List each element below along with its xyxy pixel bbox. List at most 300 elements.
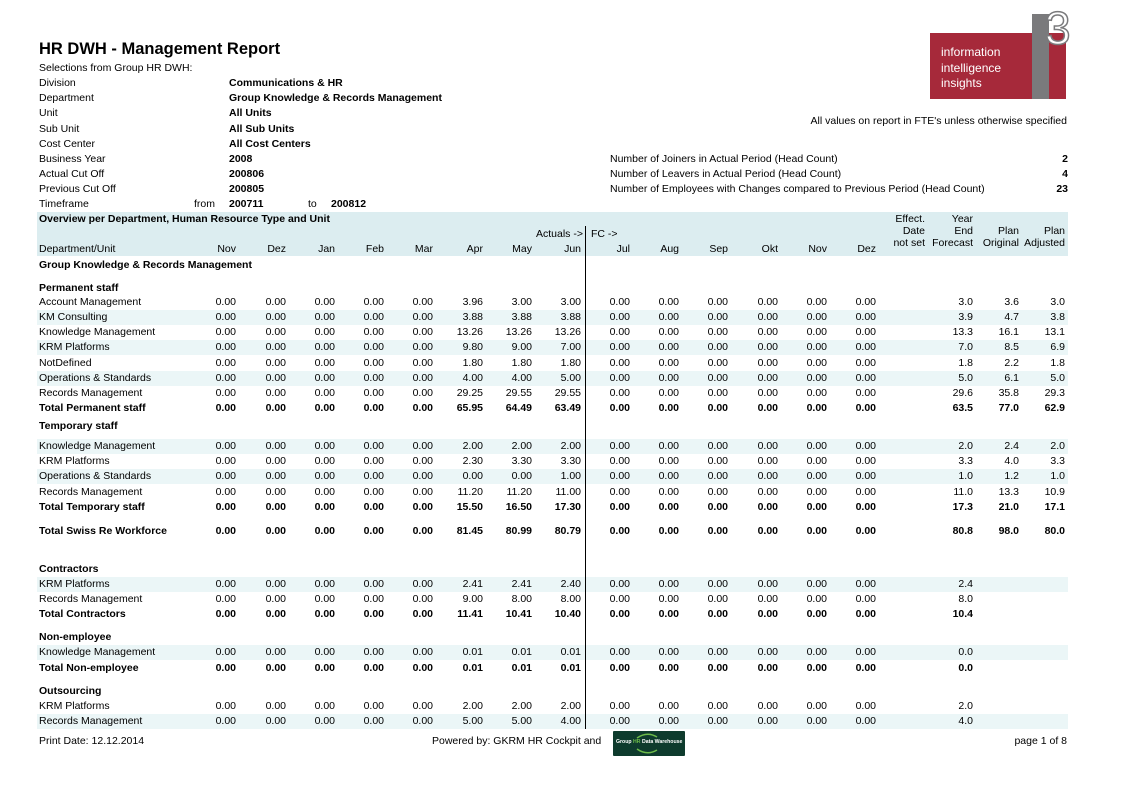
month-value-cell: 0.00: [609, 646, 630, 658]
month-value-cell: 0.00: [609, 372, 630, 384]
summary-value-cell: 6.1: [1004, 372, 1019, 384]
month-value-cell: 2.40: [560, 578, 581, 590]
month-value-cell: 0.00: [806, 326, 827, 338]
month-value-cell: 0.00: [215, 486, 236, 498]
month-value-cell: 0.00: [757, 341, 778, 353]
month-value-cell: 0.00: [314, 357, 335, 369]
month-value-cell: 0.00: [412, 470, 433, 482]
month-value-cell: 0.00: [215, 402, 236, 414]
logo-line: insights: [941, 76, 982, 90]
month-value-cell: 9.00: [462, 593, 483, 605]
month-value-cell: 63.49: [554, 402, 581, 414]
badge-text-part: Group: [616, 739, 634, 745]
row-label: Records Management: [39, 593, 143, 605]
month-value-cell: 0.00: [265, 341, 286, 353]
month-value-cell: 0.00: [855, 455, 876, 467]
month-value-cell: 0.00: [609, 387, 630, 399]
month-value-cell: 0.00: [806, 470, 827, 482]
table-row: [37, 310, 1068, 325]
month-value-cell: 0.00: [855, 440, 876, 452]
month-value-cell: 0.00: [707, 311, 728, 323]
month-value-cell: 0.00: [314, 646, 335, 658]
selection-value: All Units: [229, 107, 272, 120]
month-value-cell: 0.00: [707, 326, 728, 338]
timeframe-to-label: to: [308, 198, 317, 210]
month-value-cell: 0.00: [609, 296, 630, 308]
selection-label: Division: [39, 77, 76, 89]
summary-value-cell: 2.4: [958, 578, 973, 590]
month-value-cell: 5.00: [511, 715, 532, 727]
month-value-cell: 0.00: [609, 578, 630, 590]
summary-value-cell: 29.3: [1044, 387, 1065, 399]
month-value-cell: 0.00: [265, 440, 286, 452]
summary-value-cell: 2.0: [958, 700, 973, 712]
month-value-cell: 0.00: [855, 608, 876, 620]
row-label: NotDefined: [39, 357, 92, 369]
month-value-cell: 0.00: [314, 455, 335, 467]
month-value-cell: 0.00: [707, 486, 728, 498]
month-value-cell: 1.80: [462, 357, 483, 369]
month-value-cell: 3.88: [462, 311, 483, 323]
month-value-cell: 0.00: [806, 608, 827, 620]
month-value-cell: 7.00: [560, 341, 581, 353]
section-header-row: [37, 630, 1068, 645]
month-value-cell: 0.00: [658, 662, 679, 674]
summary-value-cell: 80.0: [1044, 525, 1065, 537]
month-value-cell: 0.00: [855, 296, 876, 308]
month-value-cell: 80.99: [505, 525, 532, 537]
month-value-cell: 0.00: [363, 311, 384, 323]
month-value-cell: 0.00: [363, 402, 384, 414]
month-value-cell: 0.00: [412, 311, 433, 323]
month-value-cell: 5.00: [462, 715, 483, 727]
summary-value-cell: 2.4: [1004, 440, 1019, 452]
month-value-cell: 0.00: [314, 470, 335, 482]
page-number: page 1 of 8: [1014, 735, 1067, 747]
month-value-cell: 0.00: [806, 372, 827, 384]
month-value-cell: 0.00: [855, 311, 876, 323]
month-value-cell: 0.00: [757, 402, 778, 414]
summary-value-cell: 7.0: [958, 341, 973, 353]
month-value-cell: 0.00: [855, 486, 876, 498]
column-header-extra: Forecast: [932, 237, 973, 249]
forecast-marker: FC ->: [591, 228, 618, 240]
selection-value: Communications & HR: [229, 77, 343, 89]
month-value-cell: 0.00: [855, 372, 876, 384]
month-value-cell: 0.00: [609, 402, 630, 414]
column-header-month: Sep: [709, 243, 728, 255]
table-row: [37, 714, 1068, 729]
column-header-extra: Original: [982, 237, 1019, 249]
summary-value-cell: 0.0: [958, 646, 973, 658]
month-value-cell: 0.00: [314, 525, 335, 537]
summary-value-cell: 29.6: [952, 387, 973, 399]
month-value-cell: 0.00: [314, 578, 335, 590]
month-value-cell: 0.00: [855, 326, 876, 338]
month-value-cell: 0.00: [363, 296, 384, 308]
row-label: Permanent staff: [39, 282, 119, 294]
month-value-cell: 80.79: [554, 525, 581, 537]
month-value-cell: 5.00: [560, 372, 581, 384]
month-value-cell: 0.00: [609, 593, 630, 605]
month-value-cell: 17.30: [554, 501, 581, 513]
month-value-cell: 0.00: [215, 578, 236, 590]
month-value-cell: 2.30: [462, 455, 483, 467]
column-header-extra: Date: [902, 225, 925, 237]
month-value-cell: 0.00: [757, 296, 778, 308]
summary-value-cell: 2.0: [1050, 440, 1065, 452]
month-value-cell: 0.00: [363, 455, 384, 467]
month-value-cell: 8.00: [560, 593, 581, 605]
month-value-cell: 0.00: [707, 402, 728, 414]
summary-value-cell: 5.0: [958, 372, 973, 384]
summary-value-cell: 3.3: [1050, 455, 1065, 467]
table-row: [37, 645, 1068, 660]
table-row: [37, 386, 1068, 401]
month-value-cell: 0.00: [658, 341, 679, 353]
print-date: Print Date: 12.12.2014: [39, 735, 145, 747]
summary-value-cell: 98.0: [998, 525, 1019, 537]
row-label: Account Management: [39, 296, 142, 308]
table-row: [37, 469, 1068, 484]
month-value-cell: 0.00: [806, 525, 827, 537]
row-label: Contractors: [39, 563, 99, 575]
summary-value-cell: 2.0: [958, 440, 973, 452]
month-value-cell: 0.00: [412, 501, 433, 513]
month-value-cell: 0.00: [215, 662, 236, 674]
month-value-cell: 0.00: [658, 387, 679, 399]
month-value-cell: 0.00: [215, 372, 236, 384]
row-label: KRM Platforms: [39, 341, 110, 353]
summary-value-cell: 4.0: [1004, 455, 1019, 467]
month-value-cell: 0.00: [658, 525, 679, 537]
row-label: KRM Platforms: [39, 455, 110, 467]
month-value-cell: 0.00: [363, 578, 384, 590]
month-value-cell: 0.00: [806, 296, 827, 308]
column-header-extra: Year: [951, 213, 973, 225]
timeframe-label: Timeframe: [39, 198, 89, 210]
month-value-cell: 0.00: [363, 341, 384, 353]
section-header-row: [37, 562, 1068, 577]
month-value-cell: 0.00: [806, 486, 827, 498]
month-value-cell: 0.00: [412, 646, 433, 658]
month-value-cell: 2.00: [511, 700, 532, 712]
row-label: Total Temporary staff: [39, 501, 145, 513]
selection-value: 200806: [229, 168, 265, 181]
month-value-cell: 0.00: [412, 357, 433, 369]
month-value-cell: 0.00: [265, 311, 286, 323]
row-label: Knowledge Management: [39, 646, 156, 658]
column-header-month: Feb: [365, 243, 384, 255]
month-value-cell: 0.00: [855, 662, 876, 674]
month-value-cell: 0.00: [658, 357, 679, 369]
month-value-cell: 0.00: [806, 341, 827, 353]
summary-value-cell: 17.1: [1044, 501, 1065, 513]
row-label: Knowledge Management: [39, 326, 156, 338]
month-value-cell: 0.01: [560, 646, 581, 658]
month-value-cell: 0.00: [806, 402, 827, 414]
month-value-cell: 0.00: [806, 593, 827, 605]
selection-value: Group Knowledge & Records Management: [229, 92, 442, 105]
month-value-cell: 2.00: [560, 700, 581, 712]
logo-text: [941, 45, 1001, 92]
month-value-cell: 0.00: [363, 662, 384, 674]
month-value-cell: 0.00: [265, 593, 286, 605]
month-value-cell: 2.00: [462, 440, 483, 452]
month-value-cell: 0.00: [265, 357, 286, 369]
month-value-cell: 0.00: [412, 578, 433, 590]
month-value-cell: 0.00: [363, 326, 384, 338]
column-header-month: Nov: [217, 243, 236, 255]
month-value-cell: 0.00: [855, 593, 876, 605]
month-value-cell: 0.00: [707, 578, 728, 590]
month-value-cell: 3.88: [560, 311, 581, 323]
row-label: Records Management: [39, 486, 143, 498]
summary-value-cell: 35.8: [998, 387, 1019, 399]
row-label: Total Swiss Re Workforce: [39, 525, 167, 537]
table-row: [37, 439, 1068, 454]
month-value-cell: 0.00: [855, 715, 876, 727]
summary-value-cell: 77.0: [998, 402, 1019, 414]
month-value-cell: 0.00: [363, 715, 384, 727]
table-row: [37, 577, 1068, 592]
month-value-cell: 0.00: [363, 501, 384, 513]
month-value-cell: 0.00: [215, 341, 236, 353]
month-value-cell: 0.00: [707, 501, 728, 513]
summary-value-cell: 0.0: [958, 662, 973, 674]
month-value-cell: 0.00: [855, 700, 876, 712]
month-value-cell: 0.00: [658, 455, 679, 467]
month-value-cell: 0.00: [707, 700, 728, 712]
summary-value-cell: 10.9: [1044, 486, 1065, 498]
month-value-cell: 0.00: [609, 326, 630, 338]
month-value-cell: 11.20: [457, 486, 483, 498]
table-row: [37, 592, 1068, 607]
column-header-month: Dez: [857, 243, 876, 255]
summary-value-cell: 21.0: [998, 501, 1019, 513]
month-value-cell: 0.00: [806, 311, 827, 323]
summary-value-cell: 3.0: [1050, 296, 1065, 308]
month-value-cell: 13.26: [505, 326, 532, 338]
summary-value-cell: 11.0: [953, 486, 973, 498]
month-value-cell: 0.00: [215, 646, 236, 658]
month-value-cell: 0.00: [609, 341, 630, 353]
table-row: [37, 485, 1068, 500]
month-value-cell: 0.00: [855, 387, 876, 399]
month-value-cell: 0.00: [265, 715, 286, 727]
month-value-cell: 0.00: [609, 486, 630, 498]
month-value-cell: 2.41: [462, 578, 483, 590]
column-header-month: Jan: [318, 243, 335, 255]
month-value-cell: 0.00: [314, 326, 335, 338]
month-value-cell: 0.00: [363, 470, 384, 482]
summary-value-cell: 6.9: [1050, 341, 1065, 353]
table-row: [37, 325, 1068, 340]
column-header-month: Jun: [564, 243, 581, 255]
month-value-cell: 1.80: [511, 357, 532, 369]
month-value-cell: 0.00: [757, 646, 778, 658]
joiners-value: 2: [1062, 153, 1068, 165]
month-value-cell: 3.00: [511, 296, 532, 308]
month-value-cell: 0.00: [314, 662, 335, 674]
summary-value-cell: 17.3: [952, 501, 973, 513]
month-value-cell: 0.00: [412, 296, 433, 308]
month-value-cell: 0.00: [757, 326, 778, 338]
month-value-cell: 0.00: [265, 372, 286, 384]
month-value-cell: 0.00: [658, 326, 679, 338]
month-value-cell: 0.00: [757, 455, 778, 467]
table-row: [37, 340, 1068, 355]
month-value-cell: 0.00: [412, 593, 433, 605]
row-label: Records Management: [39, 387, 143, 399]
summary-value-cell: 3.6: [1004, 296, 1019, 308]
month-value-cell: 0.00: [806, 662, 827, 674]
badge-text: [616, 739, 682, 745]
summary-value-cell: 10.4: [952, 608, 973, 620]
month-value-cell: 0.00: [412, 341, 433, 353]
selection-value: 200805: [229, 183, 265, 196]
month-value-cell: 0.00: [609, 608, 630, 620]
row-label: Temporary staff: [39, 420, 118, 432]
column-header-extra: Effect.: [895, 213, 925, 225]
month-value-cell: 0.00: [707, 470, 728, 482]
month-value-cell: 0.00: [314, 608, 335, 620]
month-value-cell: 29.25: [456, 387, 483, 399]
actuals-forecast-divider: [585, 226, 586, 729]
month-value-cell: 0.00: [412, 455, 433, 467]
month-value-cell: 0.00: [757, 501, 778, 513]
month-value-cell: 0.00: [658, 700, 679, 712]
month-value-cell: 9.00: [511, 341, 532, 353]
month-value-cell: 8.00: [511, 593, 532, 605]
selection-value: 2008: [229, 153, 253, 165]
month-value-cell: 0.00: [609, 455, 630, 467]
month-value-cell: 0.00: [609, 357, 630, 369]
month-value-cell: 0.00: [658, 578, 679, 590]
month-value-cell: 0.00: [265, 662, 286, 674]
total-row: [37, 661, 1068, 676]
month-value-cell: 10.41: [505, 608, 532, 620]
month-value-cell: 0.00: [215, 608, 236, 620]
month-value-cell: 0.00: [658, 311, 679, 323]
row-label: KM Consulting: [39, 311, 108, 323]
month-value-cell: 0.00: [806, 455, 827, 467]
row-label: Outsourcing: [39, 685, 102, 697]
month-value-cell: 0.00: [265, 455, 286, 467]
month-value-cell: 15.50: [456, 501, 483, 513]
month-value-cell: 0.00: [658, 646, 679, 658]
month-value-cell: 0.00: [215, 470, 236, 482]
month-value-cell: 0.01: [560, 662, 581, 674]
summary-value-cell: 2.2: [1004, 357, 1019, 369]
month-value-cell: 16.50: [505, 501, 532, 513]
month-value-cell: 0.00: [658, 486, 679, 498]
row-label: Operations & Standards: [39, 470, 152, 482]
month-value-cell: 0.00: [855, 646, 876, 658]
table-row: [37, 295, 1068, 310]
month-value-cell: 0.00: [314, 372, 335, 384]
month-value-cell: 0.00: [757, 715, 778, 727]
row-label: KRM Platforms: [39, 578, 110, 590]
month-value-cell: 0.00: [609, 662, 630, 674]
section-header-row: [37, 419, 1068, 434]
month-value-cell: 0.00: [707, 608, 728, 620]
summary-value-cell: 63.5: [952, 402, 973, 414]
month-value-cell: 0.00: [265, 646, 286, 658]
leavers-value: 4: [1062, 168, 1068, 180]
summary-value-cell: 8.5: [1004, 341, 1019, 353]
month-value-cell: 0.00: [855, 357, 876, 369]
month-value-cell: 0.00: [757, 311, 778, 323]
month-value-cell: 0.00: [412, 662, 433, 674]
month-value-cell: 3.88: [511, 311, 532, 323]
month-value-cell: 2.00: [511, 440, 532, 452]
selection-label: Previous Cut Off: [39, 183, 116, 196]
month-value-cell: 0.00: [412, 372, 433, 384]
month-value-cell: 0.00: [265, 608, 286, 620]
table-caption: Overview per Department, Human Resource Type and Unit: [39, 213, 330, 225]
month-value-cell: 3.30: [511, 455, 532, 467]
month-value-cell: 0.00: [314, 311, 335, 323]
month-value-cell: 4.00: [462, 372, 483, 384]
logo-line: information: [941, 45, 1001, 59]
month-value-cell: 0.00: [707, 357, 728, 369]
month-value-cell: 0.00: [757, 470, 778, 482]
month-value-cell: 0.00: [806, 387, 827, 399]
badge-text-hr: HR: [633, 739, 641, 745]
month-value-cell: 1.80: [560, 357, 581, 369]
month-value-cell: 0.00: [757, 662, 778, 674]
column-header-month: Jul: [616, 243, 630, 255]
month-value-cell: 0.00: [806, 700, 827, 712]
month-value-cell: 0.00: [215, 525, 236, 537]
timeframe-to-value: 200812: [331, 198, 367, 210]
month-value-cell: 11.20: [506, 486, 532, 498]
month-value-cell: 10.40: [554, 608, 581, 620]
section-header-row: [37, 281, 1068, 296]
row-label: KRM Platforms: [39, 700, 110, 712]
month-value-cell: 0.00: [757, 440, 778, 452]
month-value-cell: 0.00: [707, 372, 728, 384]
table-row: [37, 371, 1068, 386]
month-value-cell: 0.00: [609, 470, 630, 482]
month-value-cell: 2.41: [511, 578, 532, 590]
row-label: Total Contractors: [39, 608, 126, 620]
column-header-extra: End: [954, 225, 973, 237]
month-value-cell: 13.26: [554, 326, 581, 338]
row-label: Records Management: [39, 715, 143, 727]
summary-value-cell: 13.3: [998, 486, 1019, 498]
month-value-cell: 0.00: [215, 593, 236, 605]
month-value-cell: 0.01: [511, 646, 532, 658]
selection-label: Actual Cut Off: [39, 168, 105, 181]
row-label: Knowledge Management: [39, 440, 156, 452]
month-value-cell: 0.00: [215, 440, 236, 452]
row-label: Non-employee: [39, 631, 112, 643]
month-value-cell: 0.00: [215, 311, 236, 323]
summary-value-cell: 1.8: [1050, 357, 1065, 369]
month-value-cell: 0.00: [363, 357, 384, 369]
month-value-cell: 0.00: [412, 402, 433, 414]
selection-label: Department: [39, 92, 94, 105]
month-value-cell: 0.00: [363, 700, 384, 712]
month-value-cell: 0.00: [658, 296, 679, 308]
department-title: Group Knowledge & Records Management: [39, 259, 252, 271]
month-value-cell: 0.00: [658, 440, 679, 452]
month-value-cell: 0.00: [215, 326, 236, 338]
summary-value-cell: 1.0: [958, 470, 973, 482]
powered-by: Powered by: GKRM HR Cockpit and: [432, 735, 602, 747]
